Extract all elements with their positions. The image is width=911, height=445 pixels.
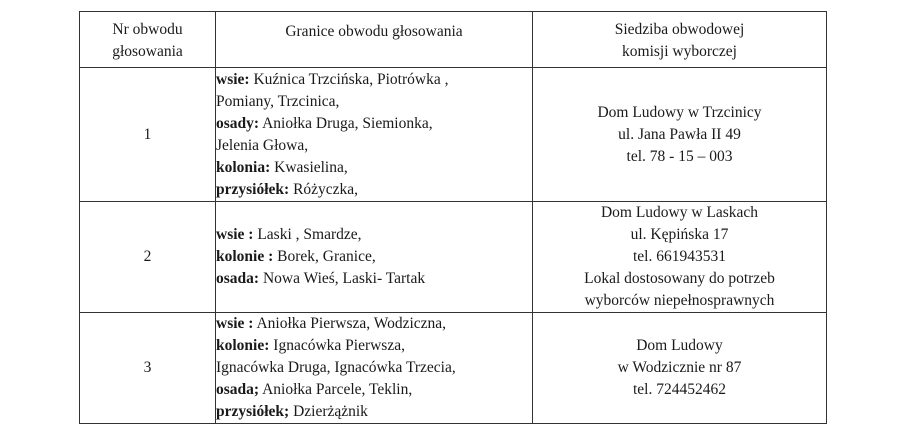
locality-type-label: kolonia: [216,158,271,176]
seat-address-line: Dom Ludowy w Laskach [600,204,759,221]
header-text: komisji wyborczej [622,43,737,60]
locality-type-label: wsie : [216,226,254,243]
locality-names: Nowa Wieś, Laski- Tartak [259,270,426,287]
boundary-line [216,91,532,113]
district-boundaries [216,68,533,202]
district-number: 3 [80,313,216,424]
table-row [80,202,827,313]
table-row [80,313,827,424]
locality-names: Aniołka Parcele, Teklin, [259,381,413,398]
boundary-line [216,135,532,157]
boundary-line [216,157,532,179]
district-number: 1 [80,68,216,202]
seat-address-line: wyborców niepełnosprawnych [584,292,775,309]
seat-address-line: Lokal dostosowany do potrzeb [584,270,775,287]
commission-seat [533,313,827,424]
locality-names: Kuźnica Trzcińska, Piotrówka , [249,70,449,88]
table-header-row [80,12,827,68]
boundary-line [216,335,532,357]
boundary-line [216,313,532,335]
boundary-line [216,379,532,401]
header-commission-seat [533,12,827,68]
boundary-line [216,401,532,423]
locality-names: Laski , Smardze, [253,226,362,243]
header-text: głosowania [112,43,183,60]
district-boundaries [216,202,533,313]
seat-address-line: tel. 661943531 [633,248,726,265]
district-boundaries [216,313,533,424]
table-row [80,68,827,202]
district-number: 2 [80,202,216,313]
header-text: Siedziba obwodowej [614,21,745,38]
locality-names: Ignacówka Pierwsza, [269,337,405,354]
boundary-line [216,113,532,135]
header-district-number [80,12,216,68]
locality-names: Jelenia Głowa, [216,136,309,154]
seat-address-line: w Wodzicznie nr 87 [617,359,742,376]
locality-type-label: wsie : [216,315,254,332]
header-text: Nr obwodu [112,21,183,38]
boundary-line [216,357,532,379]
boundary-line [216,268,532,290]
locality-type-label: kolonie : [216,248,274,265]
locality-names: Pomiany, Trzcinica, [216,92,340,110]
locality-type-label: przysiółek; [216,403,290,420]
locality-type-label: przysiółek: [216,180,290,198]
locality-names: Aniołka Pierwsza, Wodziczna, [253,315,447,332]
commission-seat [533,68,827,202]
locality-names: Ignacówka Druga, Ignacówka Trzecia, [216,359,456,376]
boundary-line [216,179,532,201]
locality-names: Kwasielina, [270,158,348,176]
seat-address-line: tel. 78 - 15 – 003 [626,147,733,165]
boundary-line [216,246,532,268]
locality-names: Różyczka, [289,180,359,198]
locality-names: Dzierżążnik [289,403,368,420]
locality-names: Borek, Granice, [273,248,376,265]
locality-type-label: wsie: [216,70,250,88]
locality-type-label: kolonie: [216,337,270,354]
boundary-line [216,69,532,91]
locality-names: Aniołka Druga, Siemionka, [259,114,433,132]
seat-address-line: tel. 724452462 [633,381,726,398]
locality-type-label: osada; [216,381,260,398]
locality-type-label: osady: [216,114,260,132]
header-district-boundaries [216,12,533,68]
seat-address-line: ul. Jana Pawła II 49 [618,125,741,143]
seat-address-line: ul. Kępińska 17 [630,226,729,243]
commission-seat [533,202,827,313]
seat-address-line: Dom Ludowy [636,337,723,354]
locality-type-label: osada: [216,270,260,287]
boundary-line [216,224,532,246]
header-text: Granice obwodu głosowania [285,23,463,40]
polling-districts-table [79,11,827,424]
seat-address-line: Dom Ludowy w Trzcinicy [597,103,762,121]
